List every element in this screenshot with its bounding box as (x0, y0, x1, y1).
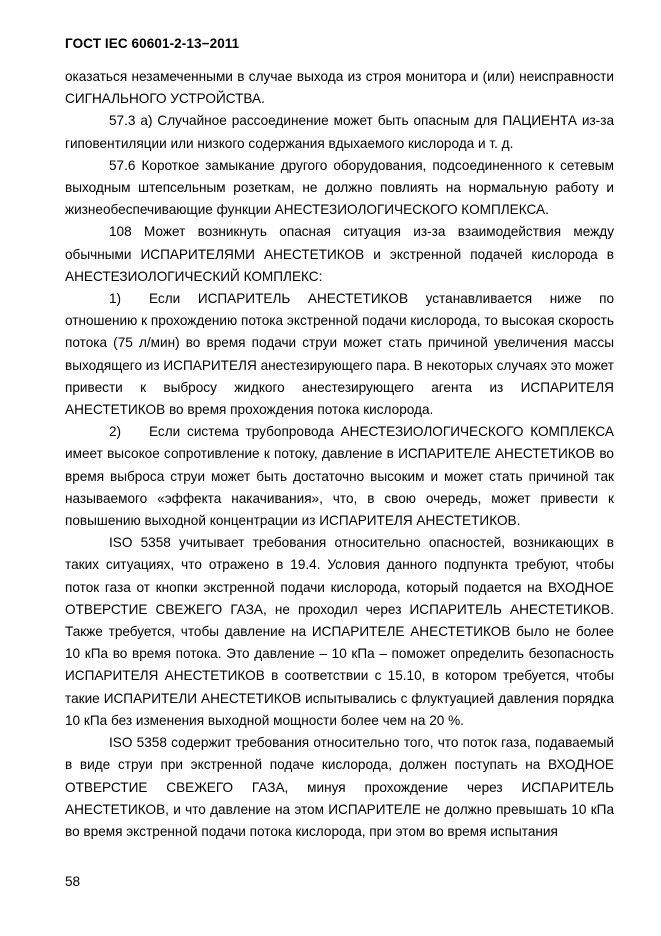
paragraph-57-3: 57.3 а) Случайное рассоединение может быть опасным для ПАЦИЕНТА из-за гиповентиляции или низкого содержания вдыхаемого кислорода и т. д. (65, 113, 614, 151)
paragraph-iso-5358-hazards: ISO 5358 учитывает требования относительно опасностей, возникающих в таких ситуациях, что отражено в 19.4. Условия данного подпункта требуют, чтобы поток газа от кнопки экстренной подачи кислорода, который подается на ВХОДНОЕ ОТВЕРСТИЕ СВЕЖЕГО ГАЗА, не проходил через ИСПАРИТЕЛЬ АНЕСТЕТИКОВ. Также требуется, чтобы давление на ИСПАРИТЕЛЕ АНЕСТЕТИКОВ было не более 10 кПа во время потока. Это давление – 10 кПа – поможет определить безопасность ИСПАРИТЕЛЯ АНЕСТЕТИКОВ в соответствии с 15.10, в котором требуется, чтобы такие ИСПАРИТЕЛИ АНЕСТЕТИКОВ испытывались с флуктуацией давления порядка 10 кПа без изменения выходной мощности более чем на 20 %. (65, 535, 614, 728)
list-item-1 (65, 288, 614, 421)
list-number: 2) (109, 424, 122, 440)
list-text: Если система трубопровода АНЕСТЕЗИОЛОГИЧЕСКОГО КОМПЛЕКСА имеет высокое сопротивление к потоку, давление в ИСПАРИТЕЛЕ АНЕСТЕТИКОВ во время выброса струи может быть достаточно высоким и может стать причиной так называемого «эффекта накачивания», что, в свою очередь, может привести к повышению выходной концентрации из ИСПАРИТЕЛЯ АНЕСТЕТИКОВ. (65, 424, 614, 529)
document-body (65, 66, 614, 843)
list-number: 1) (109, 291, 122, 307)
paragraph-108: 108 Может возникнуть опасная ситуация из-за взаимодействия между обычными ИСПАРИТЕЛЯМИ АНЕСТЕТИКОВ и экстренной подачей кислорода в АНЕСТЕЗИОЛОГИЧЕСКИЙ КОМПЛЕКС: (65, 224, 614, 284)
page-number: 58 (65, 874, 81, 889)
list-text: Если ИСПАРИТЕЛЬ АНЕСТЕТИКОВ устанавливается ниже по отношению к прохождению потока экстренной подачи кислорода, то высокая скорость потока (75 л/мин) во время подачи струи может стать причиной увеличения массы выходящего из ИСПАРИТЕЛЯ анестезирующего пара. В некоторых случаях это может привести к выбросу жидкого анестезирующего агента из ИСПАРИТЕЛЯ АНЕСТЕТИКОВ во время прохождения потока кислорода. (65, 291, 614, 418)
paragraph-57-6: 57.6 Короткое замыкание другого оборудования, подсоединенного к сетевым выходным штепсельным розеткам, не должно повлиять на нормальную работу и жизнеобеспечивающие функции АНЕСТЕЗИОЛОГИЧЕСКОГО КОМПЛЕКСА. (65, 157, 614, 218)
list-item-2 (65, 421, 614, 532)
paragraph-iso-5358-requirements: ISO 5358 содержит требования относительно того, что поток газа, подаваемый в виде струи при экстренной подаче кислорода, должен поступать на ВХОДНОЕ ОТВЕРСТИЕ СВЕЖЕГО ГАЗА, минуя прохождение через ИСПАРИТЕЛЬ АНЕСТЕТИКОВ, и что давление на этом ИСПАРИТЕЛЕ не должно превышать 10 кПа во время экстренной подачи потока кислорода, при этом во время испытания (65, 735, 614, 839)
document-header (65, 36, 239, 51)
standard-id: ГОСТ IEC 60601-2-13−2011 (65, 36, 240, 51)
paragraph-continuation: оказаться незамеченными в случае выхода из строя монитора и (или) неисправности СИГНАЛЬНОГО УСТРОЙСТВА. (65, 69, 614, 107)
